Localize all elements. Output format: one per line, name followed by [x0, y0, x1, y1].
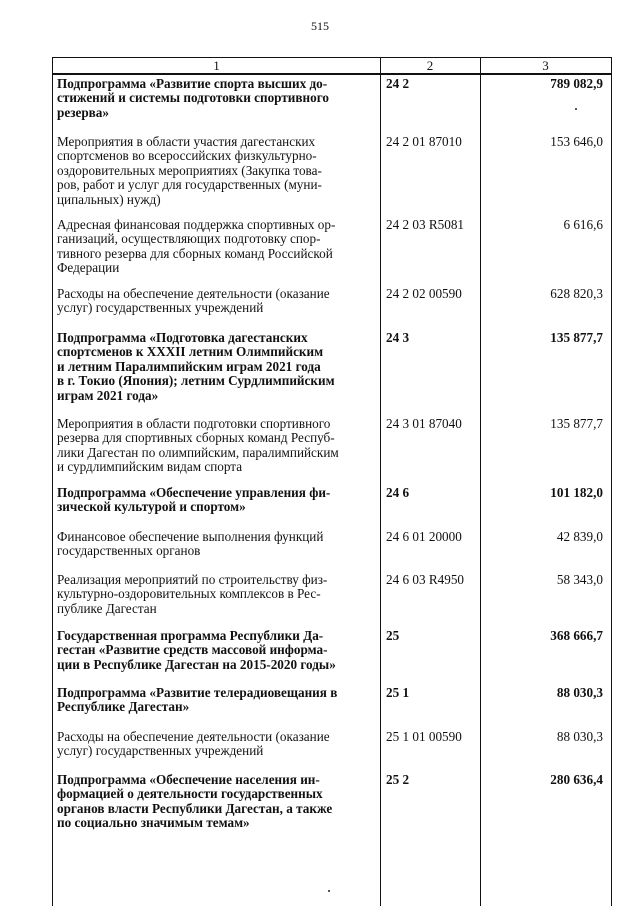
- row-amount: 368 666,7: [550, 628, 603, 643]
- row-code: 24 3: [386, 330, 410, 345]
- row-name: Подпрограмма «Подготовка дагестанских спортсменов к XXXII летним Олимпийским и летним Паралимпийским играм 2021 года в г. Токио (Япония); летним Сурдлимпийским играм 2021 года»: [57, 330, 335, 403]
- row-name: Реализация мероприятий по строительству физ- культурно-оздоровительных комплексов в Рес- публике Дагестан: [57, 572, 328, 616]
- header-col-3: 3: [542, 58, 549, 73]
- row-name: Мероприятия в области подготовки спортивного резерва для спортивных сборных команд Респуб- лики Дагестан по олимпийским, паралимпийским и сурдлимпийским видам спорта: [57, 416, 339, 475]
- row-amount: 6 616,6: [563, 217, 603, 232]
- row-code: 24 2 02 00590: [386, 286, 462, 301]
- row-amount: 153 646,0: [550, 134, 603, 149]
- row-name: Адресная финансовая поддержка спортивных ор- ганизаций, осуществляющих подготовку спор- тивного резерва для сборных команд Российской Федерации: [57, 217, 336, 276]
- row-code: 24 2 01 87010: [386, 134, 462, 149]
- row-amount: 135 877,7: [550, 330, 603, 345]
- budget-table: [52, 57, 612, 906]
- row-name: Расходы на обеспечение деятельности (оказание услуг) государственных учреждений: [57, 729, 330, 759]
- row-name: Подпрограмма «Развитие спорта высших до- стижений и системы подготовки спортивного резерва»: [57, 76, 329, 120]
- row-name: Государственная программа Республики Да- гестан «Развитие средств массовой информа- ции в Республике Дагестан на 2015-2020 годы»: [57, 628, 336, 672]
- row-code: 24 3 01 87040: [386, 416, 462, 431]
- row-amount: 42 839,0: [556, 529, 603, 544]
- row-amount: 58 343,0: [556, 572, 603, 587]
- scan-speck: [575, 108, 577, 110]
- row-amount: 135 877,7: [550, 416, 603, 431]
- header-col-2: 2: [426, 58, 434, 73]
- row-code: 24 2 03 R5081: [386, 217, 465, 232]
- row-name: Мероприятия в области участия дагестанских спортсменов во всероссийских физкультурно- оздоровительных мероприятиях (Закупка това- ров, работ и услуг для государственных (муни- ципальных) нужд): [57, 134, 322, 207]
- scan-speck: [328, 890, 330, 892]
- row-amount: 88 030,3: [556, 729, 603, 744]
- row-name: Подпрограмма «Обеспечение населения ин- формацией о деятельности государственных органов власти Республики Дагестан, а также по социально значимым темам»: [57, 772, 333, 831]
- column-divider: [480, 58, 481, 906]
- row-amount: 628 820,3: [550, 286, 603, 301]
- row-code: 24 2: [386, 76, 410, 91]
- row-code: 24 6 01 20000: [386, 529, 462, 544]
- row-name: Подпрограмма «Обеспечение управления фи- зической культурой и спортом»: [57, 485, 331, 515]
- row-name: Подпрограмма «Развитие телерадиовещания в Республике Дагестан»: [57, 685, 338, 715]
- row-code: 25 1: [386, 685, 410, 700]
- row-code: 25: [386, 628, 400, 643]
- row-code: 24 6 03 R4950: [386, 572, 465, 587]
- table-header: [53, 58, 611, 75]
- row-amount: 280 636,4: [550, 772, 603, 787]
- header-col-1: 1: [213, 58, 220, 73]
- row-code: 25 1 01 00590: [386, 729, 462, 744]
- row-code: 25 2: [386, 772, 410, 787]
- row-amount: 88 030,3: [556, 685, 603, 700]
- row-code: 24 6: [386, 485, 410, 500]
- row-name: Финансовое обеспечение выполнения функций государственных органов: [57, 529, 324, 559]
- row-amount: 789 082,9: [550, 76, 603, 91]
- row-name: Расходы на обеспечение деятельности (оказание услуг) государственных учреждений: [57, 286, 330, 316]
- row-amount: 101 182,0: [550, 485, 603, 500]
- column-divider: [380, 58, 381, 906]
- page-number: 515: [311, 19, 329, 33]
